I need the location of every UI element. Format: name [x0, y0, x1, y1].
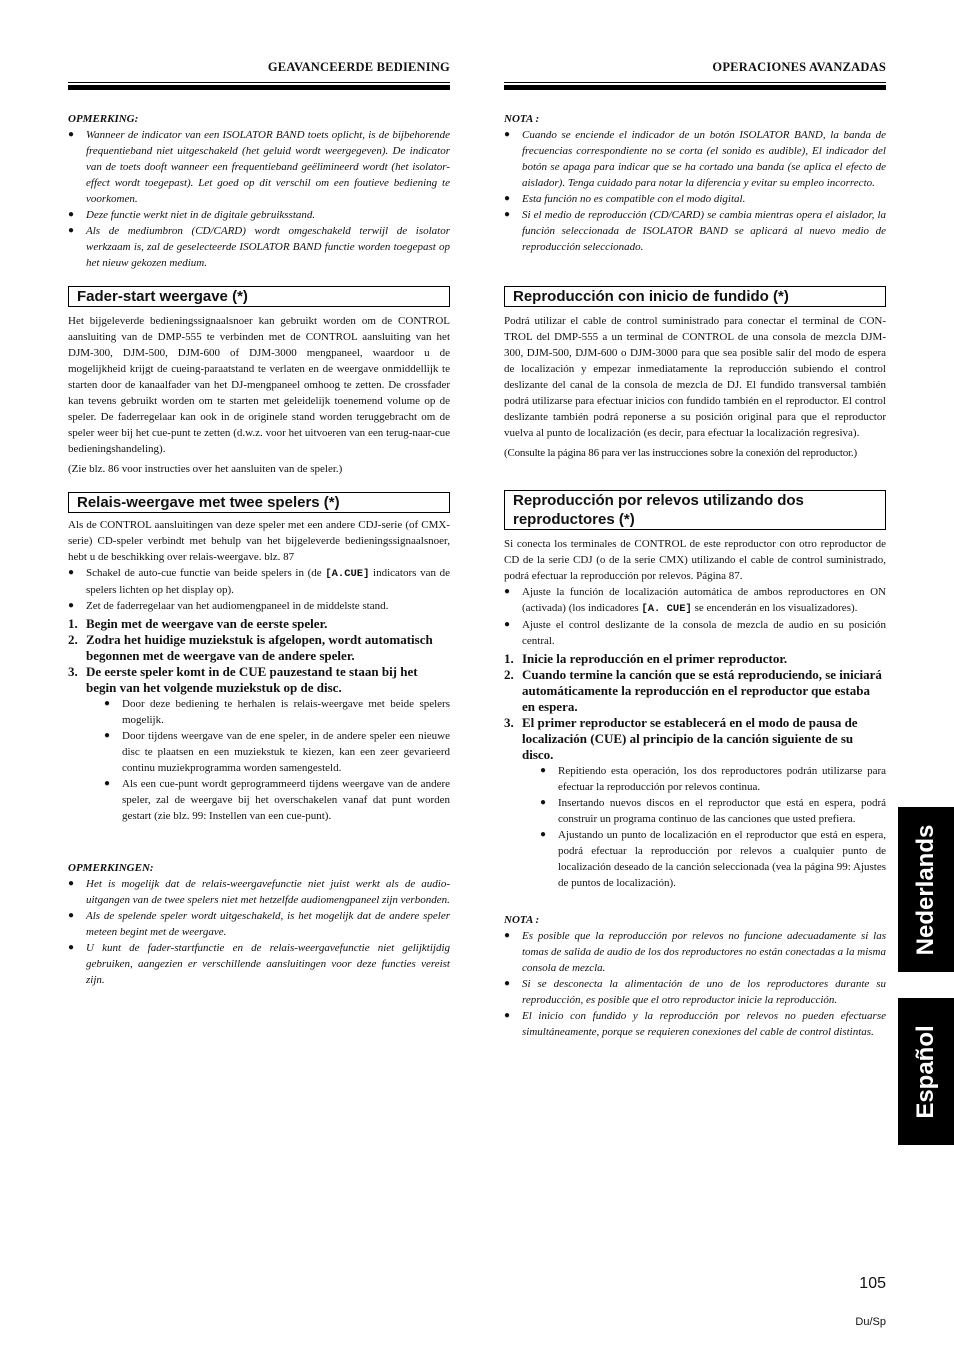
language-tab-espanol	[898, 998, 954, 1145]
section-relay-play	[68, 492, 450, 824]
acue-indicator: [A.CUE]	[325, 568, 370, 580]
note-block	[68, 111, 450, 271]
note-item: ● Es posible que la reproducción por relevos no funcione adecuadamente si las tomas de salida de audio de los dos reproductores no están conectadas a la misma consola de mezcla.	[504, 928, 886, 976]
step-sublist	[86, 696, 450, 824]
paragraph: Het bijgeleverde bedieningssignaalsnoer kan gebruikt worden om de CONTROL aansluiting van de DMP-555 te verbinden met de CONTROL aansluiting van het DJM-300, DJM-500, DJM-600 of DJM-3000 mengpaneel, waardoor u de mogelijkheid krijgt de cueing-paraatstand te verlaten en de weergave onmiddellijk te starten door de kanaalfader van het DJ-mengpaneel omhoog te zetten. De crossfader kan tevens gebruikt worden om te starten met geleidelijk toenemend volume op de speler. De faderregelaar kan ook in de originele stand worden teruggebracht om de speler weer bij het cue-punt te zetten (d.w.z. voor het uitvoeren van een terug-naar-cue bedieningshandeling).	[68, 315, 450, 455]
header-rule	[68, 82, 450, 83]
reference-note: (Consulte la página 86 para ver las instrucciones sobre la conexión del reproductor.)	[504, 447, 857, 459]
step-item: 2. Cuando termine la canción que se está reproduciendo, se iniciará automáticamente la reproducción en el reproductor que estaba en espera.	[504, 667, 882, 714]
note-list	[68, 876, 450, 988]
prep-list	[504, 584, 886, 649]
section-fader-start	[68, 286, 450, 477]
notes-block	[504, 912, 886, 1040]
note-title: OPMERKING:	[68, 113, 139, 125]
language-tab-nederlands	[898, 807, 954, 972]
sub-item: ● Door deze bediening te herhalen is relais-weergave met beide spelers mogelijk.	[104, 696, 450, 728]
note-item: ● Si se desconecta la alimentación de uno de los reproductores durante su reproducción, es posible que el otro reproductor inicie la reproducción.	[504, 976, 886, 1008]
note-item: ● Cuando se enciende el indicador de un botón ISOLATOR BAND, la banda de frecuencias correspondiente no se corta (el sonido es audible), El indicador del botón se apaga para indicar que se ha cortado una banda (se aplica el efecto de aislador). Tenga cuidado para notar la diferencia y evitar su empleo incorrecto.	[504, 127, 886, 191]
note-item: ● Wanneer de indicator van een ISOLATOR BAND toets oplicht, is de bijbehorende frequentieband niet uitgeschakeld (het geluid wordt weergegeven). De indicator van de toets dooft wanneer een frequentieband geëlimineerd wordt (het isolator-effect wordt toegepast). Let goed op dit verschil om een foutieve bediening te voorkomen.	[68, 127, 450, 207]
section-title: Fader-start weergave (*)	[68, 286, 450, 307]
prep-item: ● Ajuste el control deslizante de la consola de mezcla de audio en su posición central.	[504, 617, 886, 649]
prep-item: ● Schakel de auto-cue functie van beide spelers in (de [A.CUE] indicators van de spelers lichten op het display op).	[68, 565, 450, 598]
prep-item: ● Zet de faderregelaar van het audiomengpaneel in de middelste stand.	[68, 598, 450, 614]
sub-item: ● Als een cue-punt wordt geprogrammeerd tijdens weergave van de andere speler, zal de weergave bij het overschakelen vanaf dat punt worden gestart (zie blz. 99: Instellen van een cue-punt).	[104, 776, 450, 824]
note-list	[504, 127, 886, 255]
header-rule-thick	[504, 85, 886, 90]
note-item: ● Als de mediumbron (CD/CARD) wordt omgeschakeld terwijl de isolator werkzaam is, zal de geselecteerde ISOLATOR BAND functie worden toegepast op het nieuw gekozen medium.	[68, 223, 450, 271]
note-block	[504, 111, 886, 255]
section-title: Relais-weergave met twee spelers (*)	[68, 492, 450, 513]
note-item: ● Deze functie werkt niet in de digitale gebruiksstand.	[68, 207, 450, 223]
header-rule-thick	[68, 85, 450, 90]
step-list	[68, 616, 450, 824]
sub-item: ● Insertando nuevos discos en el reproductor que está en espera, podrá construir un programa continuo de las canciones que usted prefiera.	[540, 795, 886, 827]
step-item: 3. El primer reproductor se establecerá en el modo de pausa de localización (CUE) al principio de la canción siguiente de su disco. ● Repitiendo esta operación, los dos reproductores podrán utilizarse para efectuar la reproducción por relevos continua. ● Insertando nuevos discos en el reproductor que está en espera, podrá construir un programa continuo de las canciones que usted prefiera. ● Ajustando un punto de localización en el reproductor que está en espera, podrá efectuar la reproducción por relevos a cualquier punto de localización deseado de la canción seleccionada (vea la página 99: Ajustes de puntos de localización).	[504, 715, 886, 891]
tab-label: Español	[912, 1024, 939, 1119]
note-item: ● El inicio con fundido y la reproducción por relevos no pueden efectuarse simultáneamente, porque se requieren conexiones del cable de control distintas.	[504, 1008, 886, 1040]
acue-indicator: [A. CUE]	[641, 603, 692, 615]
step-sublist	[522, 763, 886, 891]
step-item: 1. Inicie la reproducción en el primer reproductor.	[504, 651, 788, 666]
note-list	[68, 127, 450, 271]
note-item: ● Si el medio de reproducción (CD/CARD) se cambia mientras opera el aislador, la función seleccionada de ISOLATOR BAND se aplicará al nuevo medio de reproducción seleccionado.	[504, 207, 886, 255]
notes-block	[68, 860, 450, 988]
note-item: ● Het is mogelijk dat de relais-weergavefunctie niet juist werkt als de audio-uitgangen van de twee spelers niet met hetzelfde audiomengpaneel zijn verbonden.	[68, 876, 450, 908]
step-item: 3. De eerste speler komt in de CUE pauzestand te staan bij het begin van het volgende muziekstuk op de disc. ● Door deze bediening te herhalen is relais-weergave met beide spelers mogelijk. ● Door tijdens weergave van de ene speler, in de andere speler een nieuwe disc te plaatsen en een muziekstuk te kiezen, kan een zeer gevarieerd continu muziekprogramma worden samengesteld. ● Als een cue-punt wordt geprogrammeerd tijdens weergave van de andere speler, zal de weergave bij het overschakelen vanaf dat punt worden gestart (zie blz. 99: Instellen van een cue-punt).	[68, 664, 450, 824]
reference-note: (Zie blz. 86 voor instructies over het aansluiten van de speler.)	[68, 463, 343, 475]
section-body	[68, 517, 450, 614]
page-language-tag: Du/Sp	[855, 1316, 886, 1328]
step-list	[504, 651, 886, 891]
running-header: OPERACIONES AVANZADAS	[712, 60, 886, 74]
step-item: 2. Zodra het huidige muziekstuk is afgelopen, wordt automatisch begonnen met de weergave van de andere speler.	[68, 632, 433, 663]
section-body	[68, 313, 450, 477]
tab-label: Nederlands	[912, 824, 939, 955]
running-header: GEAVANCEERDE BEDIENING	[267, 60, 450, 74]
note-title: OPMERKINGEN:	[68, 862, 154, 874]
note-title: NOTA :	[504, 914, 540, 926]
section-title: Reproducción por relevos utilizando dos reproductores (*)	[504, 490, 886, 530]
note-title: NOTA :	[504, 113, 540, 125]
sub-item: ● Ajustando un punto de localización en el reproductor que está en espera, podrá efectuar la reproducción por relevos a cualquier punto de localización deseado de la canción seleccionada (vea la página 99: Ajustes de puntos de localización).	[540, 827, 886, 891]
prep-item: ● Ajuste la función de localización automática de ambos reproductores en ON (activada) (los indicadores [A. CUE] se encenderán en los visualizadores).	[504, 584, 886, 617]
section-body	[504, 536, 886, 649]
sub-item: ● Door tijdens weergave van de ene speler, in de andere speler een nieuwe disc te plaatsen en een muziekstuk te kiezen, kan een zeer gevarieerd continu muziekprogramma worden samengesteld.	[104, 728, 450, 776]
section-relay-play	[504, 490, 886, 891]
header-rule	[504, 82, 886, 83]
sub-item: ● Repitiendo esta operación, los dos reproductores podrán utilizarse para efectuar la reproducción por relevos continua.	[540, 763, 886, 795]
note-item: ● Esta función no es compatible con el modo digital.	[504, 191, 886, 207]
section-body	[504, 313, 886, 461]
note-item: ● Als de spelende speler wordt uitgeschakeld, is het mogelijk dat de andere speler meteen begint met de weergave.	[68, 908, 450, 940]
paragraph: Als de CONTROL aansluitingen van deze speler met een andere CDJ-serie (of CMX-serie) CD-speler verbindt met behulp van het bijgeleverde bedieningssignaalsnoer, hebt u de beschikking over relais-weergave. blz. 87	[68, 519, 450, 563]
paragraph: Si conecta los terminales de CONTROL de este reproductor con otro reproductor de CD de la serie CDJ (o de la serie CMX) utilizando el cable de control suministrado, podrá efectuar la reproducción por relevos. Página 87.	[504, 538, 886, 582]
page-number: 105	[859, 1275, 886, 1292]
step-item: 1. Begin met de weergave van de eerste speler.	[68, 616, 328, 631]
paragraph: Podrá utilizar el cable de control suministrado para conectar el terminal de CON-TROL del DMP-555 a un terminal de CONTROL de una consola de mezcla DJM-300, DJM-500, DJM-600 o DJM-3000 para que sea posible salir del modo de espera de localización y empezar inmediatamente la reproducción subiendo el control deslizante del canal de la consola de mezcla de DJ. El fundido transversal también podrá utilizarse para efectuar inicios con fundido también en el reproductor. El control deslizante también podrá reponerse a su posición original para que el reproductor vuelva al punto de localización (es decir, para efectuar la localización regresiva).	[504, 315, 886, 439]
prep-list	[68, 565, 450, 614]
note-item: ● U kunt de fader-startfunctie en de relais-weergavefunctie niet gelijktijdig gebruiken, aangezien er verschillende aansluitingen voor deze functies vereist zijn.	[68, 940, 450, 988]
section-title: Reproducción con inicio de fundido (*)	[504, 286, 886, 307]
note-list	[504, 928, 886, 1040]
section-fade-start	[504, 286, 886, 461]
